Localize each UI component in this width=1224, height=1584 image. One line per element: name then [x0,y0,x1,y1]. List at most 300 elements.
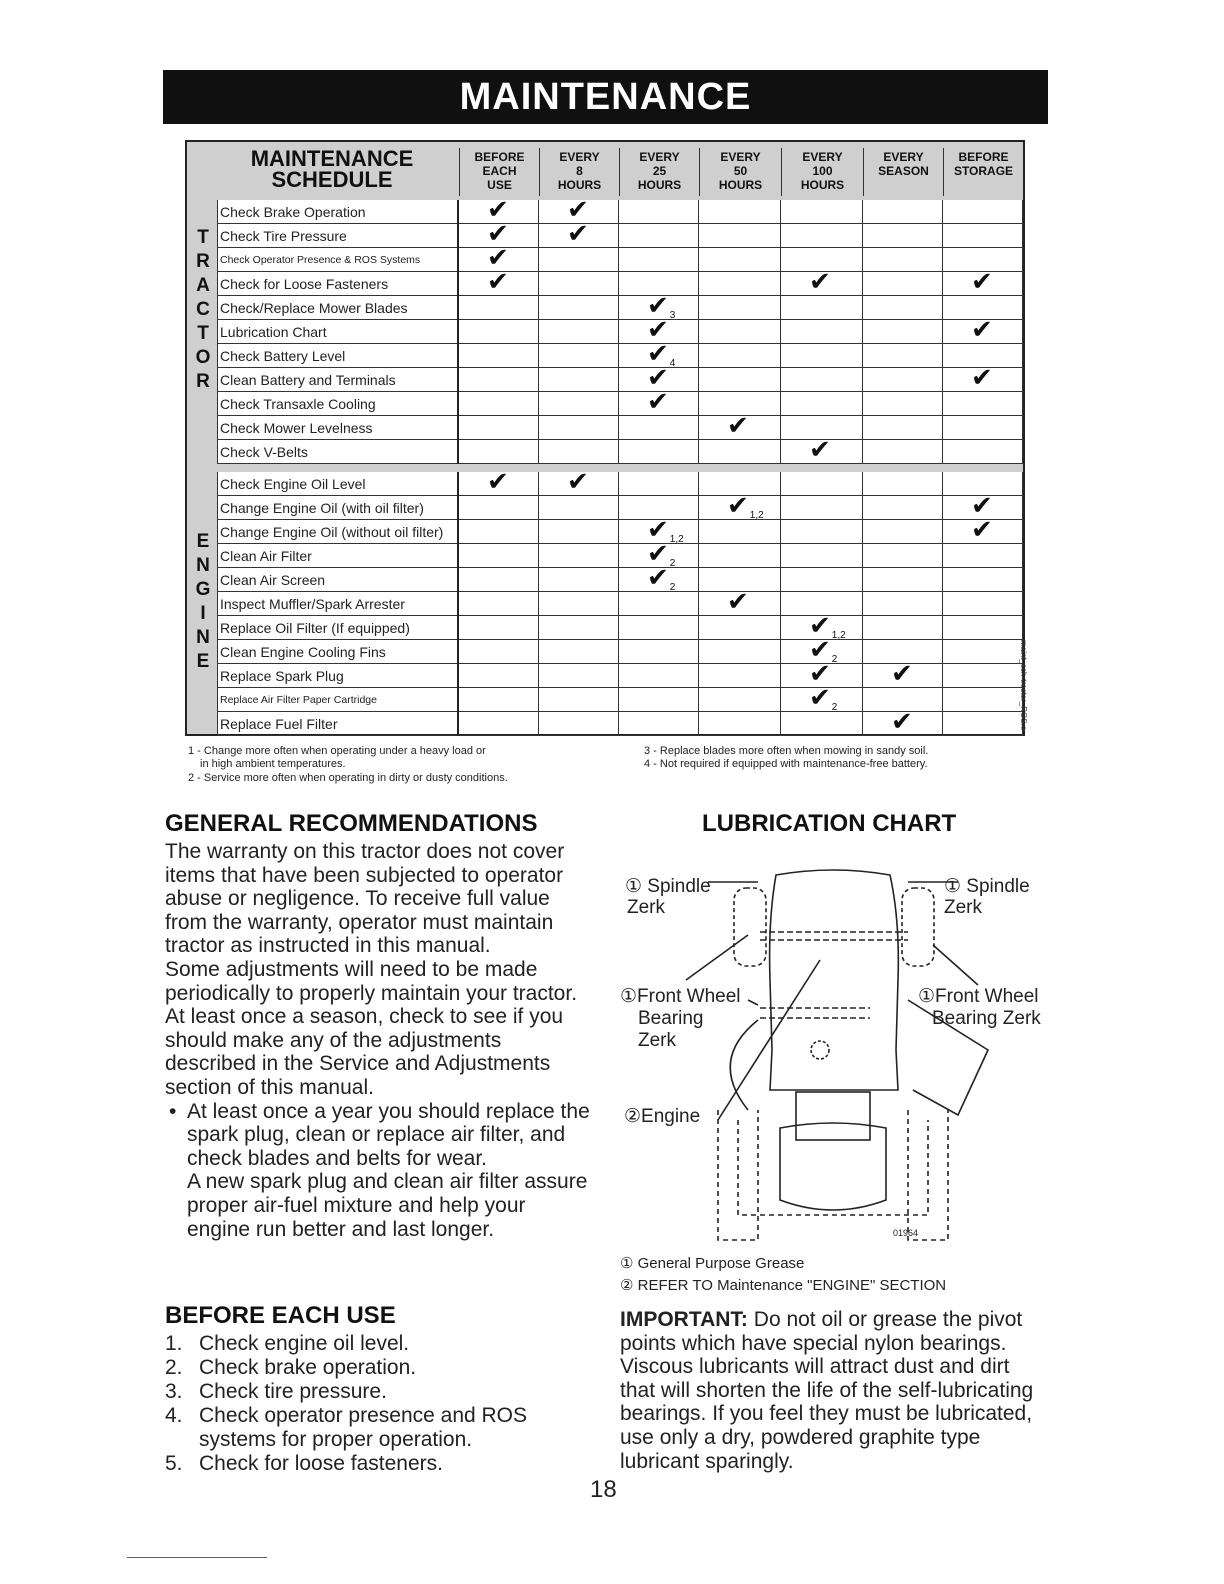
column-header-line: EVERY [720,150,761,164]
schedule-title [207,148,457,190]
column-header-line: HOURS [637,178,682,192]
column-header-line: BEFORE [958,150,1009,164]
check-glyph: ✔ [971,267,993,297]
label-engine: ②Engine [624,1106,701,1127]
schedule-cell [863,472,943,496]
label-spindle-right: ① Spindle [944,876,1030,897]
schedule-cell [459,544,539,568]
check-glyph: ✔ [809,611,831,641]
task-label: Replace Air Filter Paper Cartridge [217,688,459,712]
page-banner-title: MAINTENANCE [163,70,1048,124]
column-header-line: USE [487,178,512,192]
check-glyph: ✔ [567,219,589,249]
schedule-cell [863,392,943,416]
schedule-cell [863,416,943,440]
schedule-cell [943,224,1023,248]
column-header-line: EACH [482,164,517,178]
check-mark-icon [727,588,749,616]
check-glyph: ✔ [647,291,669,321]
schedule-cell [781,568,863,592]
column-header [539,148,619,196]
schedule-cell [539,344,619,368]
schedule-cell [699,544,781,568]
schedule-cell [943,592,1023,616]
maintenance-schedule-table [185,140,1025,736]
schedule-cell [943,712,1023,736]
check-glyph: ✔ [891,659,913,689]
schedule-cell [619,472,699,496]
before-each-use-list [165,1332,585,1476]
check-mark-icon [971,268,993,296]
column-header-line: SEASON [878,164,929,178]
tractor-vertical-label [193,226,213,394]
schedule-title-line1: MAINTENANCE [250,146,414,171]
check-glyph: ✔ [647,563,669,593]
task-label: Replace Spark Plug [217,664,459,688]
column-header-line: 8 [576,164,583,178]
check-mark-icon [487,268,509,296]
schedule-cell [539,416,619,440]
footnote-2: 2 - Service more often when operating in dirty or dusty conditions. [188,772,508,784]
schedule-cell [863,272,943,296]
column-header-line: 25 [652,164,667,178]
column-header [459,148,539,196]
schedule-cell [459,688,539,712]
label-front-wheel-right-bearing: Bearing Zerk [932,1008,1041,1029]
schedule-cell [619,416,699,440]
schedule-cell [459,440,539,464]
column-header-line: STORAGE [953,164,1014,178]
task-label: Clean Air Filter [217,544,459,568]
schedule-row [217,363,1023,393]
schedule-cell [699,688,781,712]
check-glyph: ✔ [809,683,831,713]
task-label: Check Operator Presence & ROS Systems [217,248,459,272]
schedule-cell [863,368,943,392]
schedule-row [217,339,1023,369]
schedule-cell [539,712,619,736]
general-paragraph-1: The warranty on this tractor does not cover items that have been subjected to operator abuse or negligence. To receive full value from the warranty, operator must maintain tractor as instructed in this manual. [165,840,565,958]
schedule-cell [943,640,1023,664]
schedule-cell [863,344,943,368]
check-glyph: ✔ [727,491,749,521]
step-text: Check brake operation. [199,1356,417,1379]
check-glyph: ✔ [647,515,669,545]
schedule-cell [699,296,781,320]
schedule-row [217,491,1023,521]
check-mark-icon [971,364,993,392]
schedule-cell [539,248,619,272]
schedule-row [217,411,1023,441]
schedule-cell [539,616,619,640]
schedule-cell [459,568,539,592]
schedule-cell [863,248,943,272]
schedule-cell [781,472,863,496]
general-bullet-text-1: At least once a year you should replace the spark plug, clean or replace air filter, and check blades and belts for wear. [187,1099,590,1170]
before-each-use-heading: BEFORE EACH USE [165,1302,396,1329]
general-bullet-text-2: A new spark plug and clean air filter assure proper air-fuel mixture and help your engine run better and last longer. [187,1170,588,1241]
schedule-cell [863,320,943,344]
schedule-cell [699,520,781,544]
document-id-vertical: maint_sch-tractor_ROS.e [1019,640,1028,731]
check-glyph: ✔ [647,315,669,345]
schedule-row [217,291,1023,321]
step-number: 4. [165,1404,183,1427]
label-front-wheel-left-zerk: Zerk [638,1030,676,1051]
task-label: Change Engine Oil (with oil filter) [217,496,459,520]
check-mark-icon [487,468,509,496]
check-glyph: ✔ [971,363,993,393]
check-glyph: ✔ [487,467,509,497]
check-glyph: ✔ [647,387,669,417]
schedule-cell [781,296,863,320]
engine-vertical-label [193,530,213,674]
schedule-cell [863,200,943,224]
step-number: 5. [165,1452,183,1475]
schedule-cell [699,640,781,664]
schedule-cell [459,296,539,320]
schedule-row [217,659,1023,689]
schedule-cell [459,368,539,392]
schedule-cell [539,440,619,464]
schedule-title-line2: SCHEDULE [271,167,393,192]
check-footnote-ref: 1,2 [669,534,684,545]
check-mark-icon [891,708,913,736]
deck-outline [738,1120,928,1215]
check-glyph: ✔ [567,195,589,225]
schedule-cell [699,440,781,464]
step-text: Check operator presence and ROS systems for proper operation. [199,1404,528,1451]
schedule-cell [943,616,1023,640]
schedule-cell [781,368,863,392]
task-label: Check Engine Oil Level [217,472,459,496]
schedule-cell [699,200,781,224]
important-note [620,1308,1050,1473]
schedule-cell [943,392,1023,416]
column-header-line: HOURS [557,178,602,192]
step-text: Check engine oil level. [199,1332,410,1355]
label-front-wheel-left: ①Front Wheel [620,986,741,1007]
column-header [943,148,1023,196]
label-front-wheel-left-bearing: Bearing [638,1008,704,1029]
check-mark-icon [891,660,913,688]
column-header-line: EVERY [639,150,680,164]
step-number: 2. [165,1356,183,1379]
task-label: Check/Replace Mower Blades [217,296,459,320]
task-label: Check Mower Levelness [217,416,459,440]
check-mark-icon [567,468,589,496]
check-footnote-ref: 4 [669,358,676,369]
schedule-cell [781,520,863,544]
schedule-cell [539,320,619,344]
lubrication-chart-heading: LUBRICATION CHART [702,810,957,837]
check-glyph: ✔ [487,219,509,249]
task-label: Check V-Belts [217,440,459,464]
footnote-1-line2: in high ambient temperatures. [200,758,346,770]
before-use-step [165,1452,585,1476]
schedule-cell [539,296,619,320]
left-front-tire [734,888,766,966]
schedule-cell [863,544,943,568]
column-header [619,148,699,196]
column-header-line: HOURS [800,178,845,192]
tractor-hood [770,870,899,1090]
column-header-line: EVERY [802,150,843,164]
check-glyph: ✔ [727,411,749,441]
step-number: 1. [165,1332,183,1355]
label-spindle-right-zerk: Zerk [944,897,982,918]
check-glyph: ✔ [647,363,669,393]
schedule-cell [619,664,699,688]
check-footnote-ref: 1,2 [749,510,764,521]
schedule-cell [459,616,539,640]
check-glyph: ✔ [647,339,669,369]
check-glyph: ✔ [487,195,509,225]
check-glyph: ✔ [809,267,831,297]
leader-zerk-left [686,935,748,980]
schedule-cell [699,272,781,296]
schedule-cell [943,688,1023,712]
schedule-cell [781,544,863,568]
schedule-cell [699,368,781,392]
check-glyph: ✔ [487,267,509,297]
schedule-cell [943,440,1023,464]
column-header-line: 100 [812,164,833,178]
tractor-body [796,1092,870,1140]
task-label: Clean Engine Cooling Fins [217,640,459,664]
vertical-letter: T [197,227,209,248]
step-text: Check for loose fasteners. [199,1452,443,1475]
schedule-cell [863,496,943,520]
column-header-line: 50 [733,164,748,178]
schedule-cell [699,712,781,736]
schedule-cell [863,616,943,640]
schedule-row [217,219,1023,249]
schedule-row [217,435,1023,465]
schedule-row [217,387,1023,417]
schedule-cell [943,416,1023,440]
schedule-cell [781,392,863,416]
task-label: Check Battery Level [217,344,459,368]
schedule-row [217,315,1023,345]
check-footnote-ref: 1,2 [831,630,846,641]
schedule-cell [539,688,619,712]
schedule-cell [781,224,863,248]
task-label: Check for Loose Fasteners [217,272,459,296]
important-label: IMPORTANT: [620,1308,748,1331]
schedule-cell [781,320,863,344]
column-header [863,148,943,196]
check-glyph: ✔ [891,707,913,737]
label-spindle-left: ① Spindle [625,876,711,897]
schedule-cell [619,712,699,736]
figure-id: 01964 [893,1228,919,1238]
task-label: Check Tire Pressure [217,224,459,248]
check-glyph: ✔ [809,435,831,465]
schedule-cell [539,368,619,392]
schedule-cell [619,200,699,224]
before-use-step [165,1332,585,1356]
schedule-cell [539,496,619,520]
check-mark-icon [727,412,749,440]
schedule-cell [863,592,943,616]
schedule-cell [781,344,863,368]
vertical-letter: R [196,251,210,272]
before-use-step [165,1404,585,1452]
check-glyph: ✔ [971,315,993,345]
schedule-cell [943,200,1023,224]
schedule-cell [943,544,1023,568]
schedule-cell [781,712,863,736]
bottom-rule [127,1557,267,1558]
leader-engine [718,960,820,1120]
schedule-row [217,467,1023,497]
column-header-line: EVERY [559,150,600,164]
check-mark-icon [809,268,831,296]
leader-zerk-right [933,945,978,985]
schedule-cell [863,296,943,320]
schedule-cell [539,664,619,688]
check-footnote-ref: 2 [669,558,676,569]
schedule-cell [619,224,699,248]
check-glyph: ✔ [809,659,831,689]
general-recommendations-heading: GENERAL RECOMMENDATIONS [165,810,538,837]
schedule-cell [943,664,1023,688]
schedule-cell [699,344,781,368]
lubrication-diagram [608,860,1053,1250]
right-front-tire [902,888,934,966]
schedule-cell [619,688,699,712]
schedule-row [217,243,1023,273]
leader-frontwheel-left [748,1000,758,1005]
schedule-cell [539,544,619,568]
general-paragraph-3: At least once a season, check to see if you should make any of the adjustments described in the Service and Adjustments section of this manual. [165,1005,564,1099]
check-footnote-ref: 2 [831,654,838,665]
legend-grease: ① General Purpose Grease [620,1255,805,1272]
step-text: Check tire pressure. [199,1380,387,1403]
footnote-3: 3 - Replace blades more often when mowing in sandy soil. [644,745,929,757]
check-glyph: ✔ [647,539,669,569]
check-mark-icon [567,220,589,248]
schedule-cell [619,616,699,640]
schedule-cell [459,640,539,664]
schedule-cell [459,520,539,544]
schedule-cell [459,664,539,688]
schedule-row [217,707,1023,737]
schedule-cell [699,616,781,640]
check-footnote-ref: 2 [831,702,838,713]
schedule-cell [619,640,699,664]
general-recommendations-body [165,840,590,1241]
column-header [699,148,781,196]
schedule-cell [699,664,781,688]
check-footnote-ref: 3 [669,310,676,321]
vertical-letter: E [196,531,210,552]
task-label: Replace Oil Filter (If equipped) [217,616,459,640]
check-glyph: ✔ [567,467,589,497]
step-number: 3. [165,1380,183,1403]
schedule-cell [459,344,539,368]
task-label: Replace Fuel Filter [217,712,459,736]
schedule-cell [459,392,539,416]
schedule-cell [781,200,863,224]
vertical-letter: T [197,323,209,344]
check-mark-icon [809,436,831,464]
check-footnote-ref: 2 [669,582,676,593]
schedule-cell [459,592,539,616]
general-bullet [165,1100,590,1242]
check-glyph: ✔ [487,243,509,273]
bullet-mark: • [169,1099,177,1123]
schedule-cell [863,440,943,464]
schedule-row [217,587,1023,617]
check-glyph: ✔ [971,491,993,521]
important-text: Do not oil or grease the pivot points which have special nylon bearings. Viscous lubricants will attract dust and dirt that will shorten the life of the self-lubricating bearings. If you feel they must be lubricated, use only a dry, powdered graphite type lubricant sparingly. [620,1308,1034,1473]
vertical-letter: O [195,347,211,368]
column-header [781,148,863,196]
column-header-line: BEFORE [474,150,525,164]
schedule-cell [619,248,699,272]
page-number: 18 [590,1476,617,1503]
check-glyph: ✔ [727,587,749,617]
schedule-cell [459,496,539,520]
task-label: Inspect Muffler/Spark Arrester [217,592,459,616]
task-label: Clean Battery and Terminals [217,368,459,392]
task-label: Change Engine Oil (without oil filter) [217,520,459,544]
schedule-cell [863,224,943,248]
schedule-row [217,611,1023,641]
before-use-step [165,1356,585,1380]
general-paragraph-2: Some adjustments will need to be made periodically to properly maintain your tractor. [165,957,578,1005]
label-spindle-left-zerk: Zerk [627,897,665,918]
vertical-letter: R [196,371,210,392]
task-label: Lubrication Chart [217,320,459,344]
vertical-letter: C [196,299,210,320]
vertical-letter: I [200,603,206,624]
check-glyph: ✔ [809,635,831,665]
column-header-line: EVERY [883,150,924,164]
vertical-letter: A [196,275,210,296]
steering-pivot [811,1041,829,1059]
schedule-cell [863,520,943,544]
schedule-cell [539,568,619,592]
schedule-cell [539,640,619,664]
schedule-cell [781,496,863,520]
schedule-cell [699,224,781,248]
schedule-row [217,563,1023,593]
schedule-cell [539,272,619,296]
check-glyph: ✔ [971,515,993,545]
label-front-wheel-right: ①Front Wheel [918,986,1039,1007]
schedule-cell [539,520,619,544]
schedule-cell [459,416,539,440]
schedule-cell [459,320,539,344]
before-use-step [165,1380,585,1404]
vertical-letter: G [195,579,211,600]
check-mark-icon [971,316,993,344]
vertical-letter: N [196,555,210,576]
schedule-cell [619,592,699,616]
schedule-row [217,195,1023,225]
footnote-1-line1: 1 - Change more often when operating under a heavy load or [188,745,486,757]
schedule-row [217,515,1023,545]
task-label: Check Transaxle Cooling [217,392,459,416]
legend-engine: ② REFER TO Maintenance "ENGINE" SECTION [620,1277,947,1294]
vertical-letter: E [196,651,210,672]
schedule-cell [699,320,781,344]
task-label: Clean Air Screen [217,568,459,592]
column-header-line: HOURS [718,178,763,192]
